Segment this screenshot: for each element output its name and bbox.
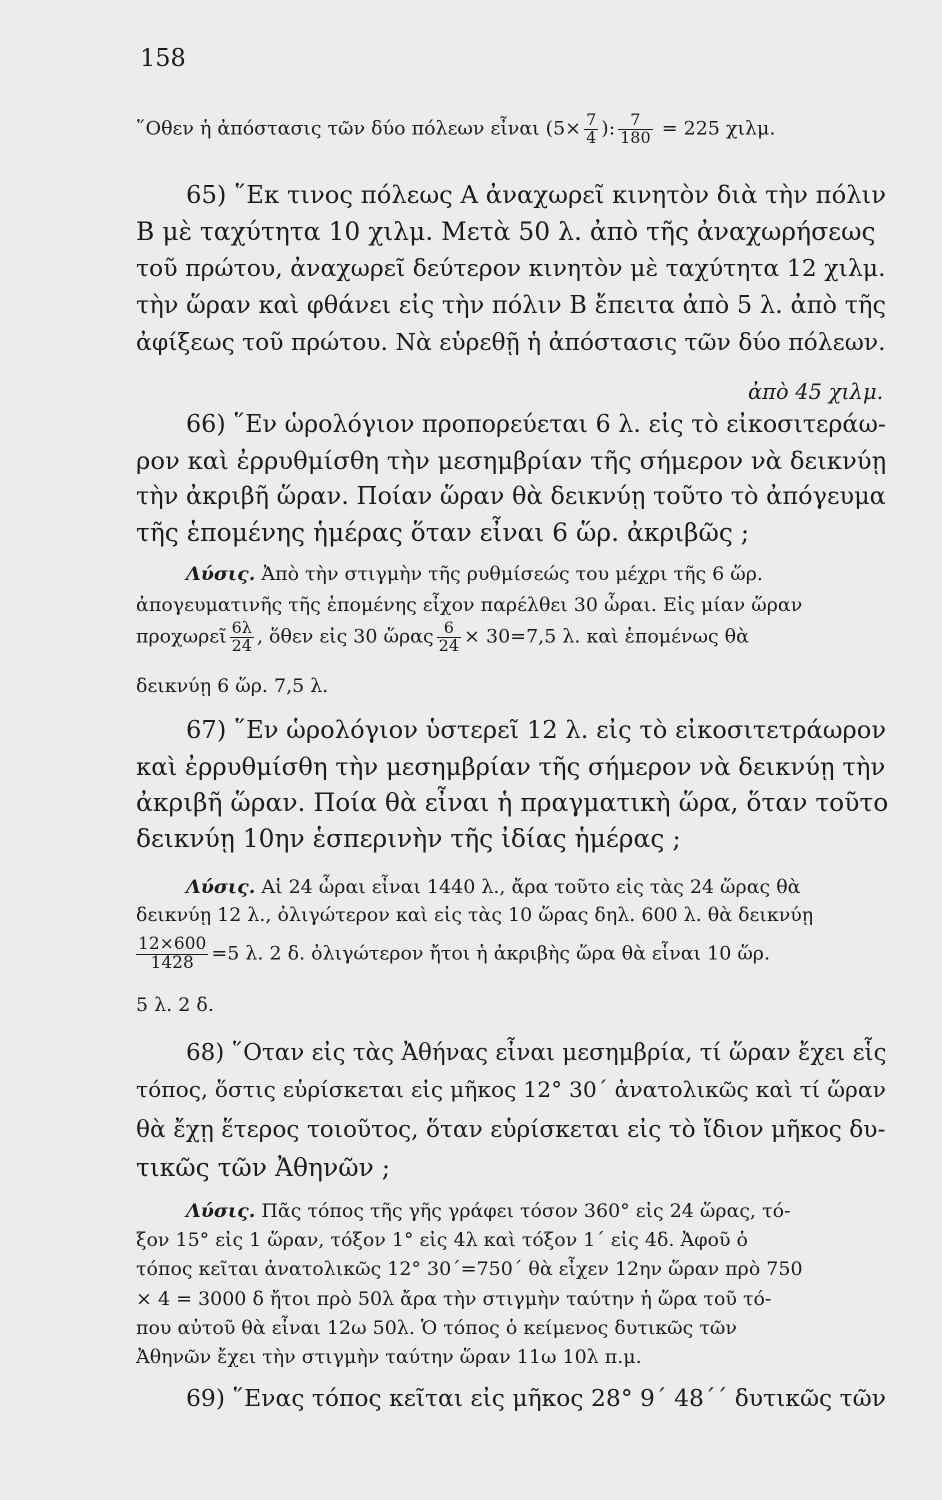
problem-68-line: τόπος, ὅστις εὑρίσκεται εἰς μῆκος 12° 30΄ ἀνατολικῶς καὶ τί ὥραν	[136, 1078, 886, 1103]
problem-67-line: δεικνύῃ 10ην ἑσπερινὴν τῆς ἰδίας ἡμέρας ;	[136, 824, 681, 853]
problem-66-line: τῆς ἑπομένης ἡμέρας ὅταν εἶναι 6 ὥρ. ἀκριβῶς ;	[136, 518, 750, 547]
problem-65-line: ἀφίξεως τοῦ πρώτου. Νὰ εὑρεθῇ ἡ ἀπόστασις τῶν δύο πόλεων.	[136, 328, 886, 356]
problem-67-line: καὶ ἐρρυθμίσθη τὴν μεσημβρίαν τῆς σήμερον νὰ δεικνύῃ τὴν	[136, 752, 886, 781]
solution-67-line: Λύσις. Αἱ 24 ὧραι εἶναι 1440 λ., ἄρα τοῦτο εἰς τὰς 24 ὥρας θὰ	[186, 876, 801, 898]
problem-68-line: τικῶς τῶν Ἀθηνῶν ;	[136, 1153, 391, 1182]
solution-label: Λύσις.	[186, 876, 256, 898]
fraction: $\frac{7}{180}$	[620, 110, 651, 147]
page-number: 158	[140, 44, 186, 72]
solution-66-line: προχωρεῖ $\frac{6\lambda}{24}$ , ὅθεν εἰς 30 ὥρας $\frac{6}{24}$ × 30=7,5 λ. καὶ ἑπομένως θὰ	[136, 618, 749, 655]
problem-65-line: 65) ῞Εκ τινος πόλεως Α ἀναχωρεῖ κινητὸν διὰ τὴν πόλιν	[186, 180, 886, 209]
problem-67-line: 67) ῞Εν ὡρολόγιον ὑστερεῖ 12 λ. εἰς τὸ εἰκοσιτετράωρον	[186, 716, 887, 744]
solution-68-line: Λύσις. Πᾶς τόπος τῆς γῆς γράφει τόσον 360° εἰς 24 ὥρας, τό-	[186, 1200, 791, 1222]
problem-65-line: Β μὲ ταχύτητα 10 χιλμ. Μετὰ 50 λ. ἀπὸ τῆς ἀναχωρήσεως	[136, 217, 876, 246]
problem-68-line: θὰ ἔχῃ ἕτερος τοιοῦτος, ὅταν εὑρίσκεται εἰς τὸ ἴδιον μῆκος δυ-	[136, 1116, 886, 1143]
solution-label: Λύσις.	[186, 563, 256, 585]
intro-line: ῞Οθεν ἡ ἀπόστασις τῶν δύο πόλεων εἶναι (5× $\frac{7}{4}$ ): $\frac{7}{180}$ = 225 χιλμ.	[136, 110, 776, 147]
solution-68-line: που αὐτοῦ θὰ εἶναι 12ω 50λ. Ὁ τόπος ὁ κείμενος δυτικῶς τῶν	[136, 1317, 737, 1339]
problem-65-answer: ἀπὸ 45 χιλμ.	[748, 380, 884, 404]
solution-68-line: ξον 15° εἰς 1 ὥραν, τόξον 1° εἰς 4λ καὶ τόξον 1΄ εἰς 4δ. Ἀφοῦ ὁ	[136, 1229, 748, 1251]
solution-label: Λύσις.	[186, 1200, 256, 1222]
solution-66-line: ἀπογευματινῆς τῆς ἑπομένης εἶχον παρέλθει 30 ὧραι. Εἰς μίαν ὥραν	[136, 594, 803, 616]
fraction: $\frac{12\times 600}{1428}$	[138, 934, 207, 973]
solution-67-line: $\frac{12\times 600}{1428}$ =5 λ. 2 δ. ὀλιγώτερον ἤτοι ἡ ἀκριβὴς ὥρα θὰ εἶναι 10 ὥρ.	[138, 934, 771, 973]
problem-66-line: 66) ῞Εν ὡρολόγιον προπορεύεται 6 λ. εἰς τὸ εἰκοσιτεράω-	[186, 410, 886, 438]
solution-66-line: Λύσις. Ἀπὸ τὴν στιγμὴν τῆς ρυθμίσεώς του μέχρι τῆς 6 ὥρ.	[186, 563, 763, 585]
fraction: $\frac{6}{24}$	[438, 618, 460, 655]
problem-68-line: 68) ῞Οταν εἰς τὰς Ἀθήνας εἶναι μεσημβρία, τί ὥραν ἔχει εἷς	[186, 1040, 887, 1066]
solution-67-line: δεικνύῃ 12 λ., ὀλιγώτερον καὶ εἰς τὰς 10 ὥρας δηλ. 600 λ. θὰ δεικνύῃ	[136, 904, 814, 926]
problem-66-line: τὴν ἀκριβῆ ὥραν. Ποίαν ὥραν θὰ δεικνύῃ τοῦτο τὸ ἀπόγευμα	[136, 482, 886, 510]
fraction: $\frac{6\lambda}{24}$	[231, 618, 252, 655]
problem-65-line: τὴν ὥραν καὶ φθάνει εἰς τὴν πόλιν Β ἔπειτα ἀπὸ 5 λ. ἀπὸ τῆς	[136, 291, 886, 319]
solution-68-line: × 4 = 3000 δ ἤτοι πρὸ 50λ ἄρα τὴν στιγμὴν ταύτην ἡ ὥρα τοῦ τό-	[136, 1288, 772, 1310]
solution-68-line: Ἀθηνῶν ἔχει τὴν στιγμὴν ταύτην ὥραν 11ω 10λ π.μ.	[136, 1346, 642, 1368]
problem-69-line: 69) ῞Ενας τόπος κεῖται εἰς μῆκος 28° 9΄ 48΄΄ δυτικῶς τῶν	[186, 1384, 886, 1412]
fraction: $\frac{7}{4}$	[586, 110, 597, 147]
problem-67-line: ἀκριβῆ ὥραν. Ποία θὰ εἶναι ἡ πραγματικὴ ὥρα, ὅταν τοῦτο	[136, 788, 889, 817]
solution-67-line: 5 λ. 2 δ.	[136, 994, 214, 1016]
problem-66-line: ρον καὶ ἐρρυθμίσθη τὴν μεσημβρίαν τῆς σήμερον νὰ δεικνύῃ	[136, 446, 887, 475]
solution-68-line: τόπος κεῖται ἀνατολικῶς 12° 30΄=750΄ θὰ εἶχεν 12ην ὥραν πρὸ 750	[136, 1258, 803, 1280]
solution-66-line: δεικνύῃ 6 ὥρ. 7,5 λ.	[136, 675, 329, 697]
problem-65-line: τοῦ πρώτου, ἀναχωρεῖ δεύτερον κινητὸν μὲ ταχύτητα 12 χιλμ.	[136, 254, 886, 282]
